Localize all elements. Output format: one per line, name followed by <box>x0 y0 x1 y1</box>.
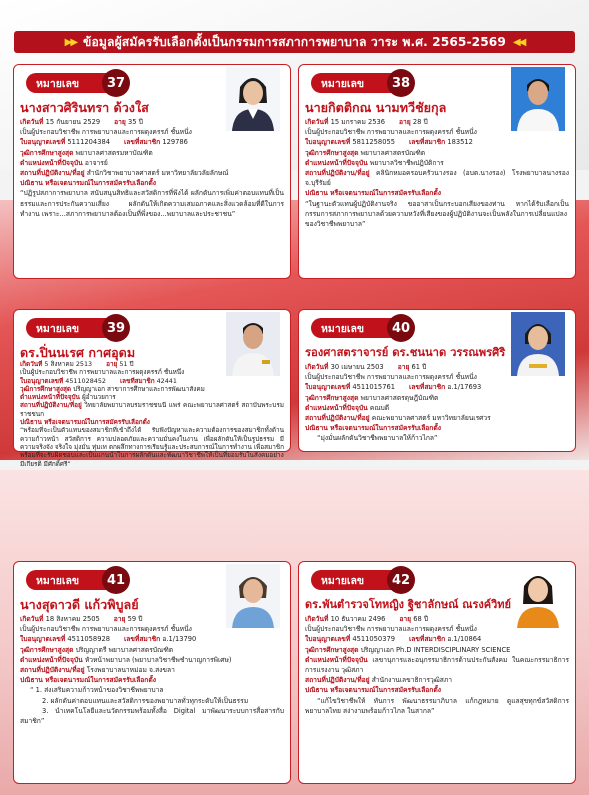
candidate-pledge: “มุ่งมั่นผลักดันวิชาชีพพยาบาลให้ก้าวไกล” <box>317 434 438 443</box>
candidate-name: รองศาสตราจารย์ ดร.ชนนาด วรรณพรศิริ <box>305 346 506 359</box>
number-badge: หมายเลข <box>26 73 122 93</box>
candidate-details: เกิดวันที่ 5 สิงหาคม 2513 อายุ 51 ปี เป็นผู้ประกอบวิชาชีพ การพยาบาลและการผดุงครรภ์ ชั้นหนึ่ง ใบอนุญาตเลขที่ 4511028452 เลขที่สมาชิก 42441 วุฒิการศึกษาสูงสุด ปริญญาเอก สาขาการศึกษาและการพัฒนาสังคม ตำแหน่งหน้าที่ปัจจุบัน ผู้อำนวยการ สถานที่ปฏิบัติงาน/ที่อยู่ วิทยาลัยพยาบาลบรมราชชนนี แพร่ คณะพยาบาลศาสตร์ สถาบันพระบรมราชชนก ปณิธาน หรือเจตนารมณ์ในการสมัครรับเลือกตั้ง “พร้อมที่จะเป็นตัวแทนของสมาชิกที่เข้าถึงได้ รับฟังปัญหาและความต้องการของสมาชิกทั้งด้านความก้าวหน้า สวัสดิการ ความปลอดภัยและความมั่นคงในงาน เพื่อผลักดันให้เป็นรูปธรรม มีความจริงจัง จริงใจ มุ่งมั่น ทุ่มเท ตกผลึกทางการเรียนรู้และประสบการณ์ในการทำงาน เพื่อสมาชิก พร้อมที่จะรับผิดชอบและเป็นแกนนำในการผลักดันและพัฒนาวิชาชีพให้เป็นที่ยอมรับในสังคมอย่างมีเกียรติ มีศักดิ์ศรี” <box>20 360 284 468</box>
arrow-left-icon: ◀◀ <box>512 36 525 48</box>
candidate-details: เกิดวันที่ 18 สิงหาคม 2505 อายุ 59 ปี เป็นผู้ประกอบวิชาชีพ การพยาบาลและการผดุงครรภ์ ชั้นหนึ่ง ใบอนุญาตเลขที่ 4511058928 เลขที่สมาชิก อ.1/13790 วุฒิการศึกษาสูงสุด ปริญญาตรี พยาบาลศาสตรบัณฑิต ตำแหน่งหน้าที่ปัจจุบัน หัวหน้าพยาบาล (พยาบาลวิชาชีพชำนาญการพิเศษ) สถานที่ปฏิบัติงาน/ที่อยู่ โรงพยาบาลนาหม่อม จ.สงขลา ปณิธาน หรือเจตนารมณ์ในการสมัครรับเลือกตั้ง “ 1. ส่งเสริมความก้าวหน้าของวิชาชีพพยาบาล 2. ผลักดันค่าตอบแทนและสวัสดิการของพยาบาลทั่วทุกระดับให้เป็นธรรม 3. นำเทคโนโลยีและนวัตกรรมพร้อมทั้งสื่อ Digital มาพัฒนาระบบการสื่อสารกับสมาชิก” <box>20 615 284 726</box>
candidate-number: 37 <box>102 69 130 97</box>
candidate-card-42 <box>298 561 576 784</box>
candidate-number: 41 <box>102 566 130 594</box>
candidate-name: นายกิตติกณ นามทวีชัยกุล <box>305 100 447 115</box>
candidate-number: 40 <box>387 314 415 342</box>
candidate-card-40 <box>298 309 576 452</box>
candidate-details: เกิดวันที่ 15 มกราคม 2536 อายุ 28 ปี เป็นผู้ประกอบวิชาชีพ การพยาบาลและการผดุงครรภ์ ชั้นหนึ่ง ใบอนุญาตเลขที่ 5811258055 เลขที่สมาชิก 183512 วุฒิการศึกษาสูงสุด พยาบาลศาสตรบัณฑิต ตำแหน่งหน้าที่ปัจจุบัน พยาบาลวิชาชีพปฏิบัติการ สถานที่ปฏิบัติงาน/ที่อยู่ คลินิกหมอครอบครัวนางรอง (อบต.นางรอง) โรงพยาบาลนางรอง จ.บุรีรัมย์ ปณิธาน หรือเจตนารมณ์ในการสมัครรับเลือกตั้ง “ในฐานะตัวแทนผู้ปฏิบัติงานจริง ขออาสาเป็นกระบอกเสียงของท่าน หากได้รับเลือกเป็นกรรมการสภาการพยาบาลด้วยความหวังที่เสียงของผู้ปฏิบัติงานจะเป็นพลังในการเปลี่ยนแปลงของวิชาชีพพยาบาล” <box>305 118 569 229</box>
number-badge: หมายเลข <box>26 570 122 590</box>
candidate-card-41 <box>13 561 291 784</box>
page-title-bar <box>14 31 575 53</box>
arrow-right-icon: ▶▶ <box>64 36 77 48</box>
candidate-number: 38 <box>387 69 415 97</box>
candidate-details: เกิดวันที่ 15 กันยายน 2529 อายุ 35 ปี เป็นผู้ประกอบวิชาชีพ การพยาบาลและการผดุงครรภ์ ชั้นหนึ่ง ใบอนุญาตเลขที่ 5111204384 เลขที่สมาชิก 129786 วุฒิการศึกษาสูงสุด พยาบาลศาสตรมหาบัณฑิต ตำแหน่งหน้าที่ปัจจุบัน อาจารย์ สถานที่ปฏิบัติงาน/ที่อยู่ สำนักวิชาพยาบาลศาสตร์ มหาวิทยาลัยวลัยลักษณ์ ปณิธาน หรือเจตนารมณ์ในการสมัครรับเลือกตั้ง “ปฏิรูปสภาการพยาบาล สนับสนุนสิทธิและสวัสดิการที่พึงได้ ผลักดันการเพิ่มค่าตอบแทนที่เป็นธรรมและการประกันความเสี่ยง ผลักดันให้เกิดความเสมอภาคและสิ่งแวดล้อมที่ดีในการทำงาน เพราะ...สภาการพยาบาลต้องเป็นที่พึ่งของ...พยาบาลและประชาชน” <box>20 118 284 218</box>
candidate-pledge: “พร้อมที่จะเป็นตัวแทนของสมาชิกที่เข้าถึงได้ รับฟังปัญหาและความต้องการของสมาชิกทั้งด้านความก้าวหน้า สวัสดิการ ความปลอดภัยและความมั่นคงในงาน เพื่อผลักดันให้เป็นรูปธรรม มีความจริงจัง จริงใจ มุ่งมั่น ทุ่มเท ตกผลึกทางการเรียนรู้และประสบการณ์ในการทำงาน เพื่อสมาชิก พร้อมที่จะรับผิดชอบและเป็นแกนนำในการผลักดันและพัฒนาวิชาชีพให้เป็นที่ยอมรับในสังคมอย่างมีเกียรติ มีศักดิ์ศรี” <box>20 426 284 468</box>
candidate-name: นางสุดาวดี แก้วพิบูลย์ <box>20 597 139 612</box>
candidate-details: เกิดวันที่ 30 เมษายน 2503 อายุ 61 ปี เป็นผู้ประกอบวิชาชีพ การพยาบาลและการผดุงครรภ์ ชั้นหนึ่ง ใบอนุญาตเลขที่ 4511015761 เลขที่สมาชิก อ.1/17693 วุฒิการศึกษาสูงสุด พยาบาลศาสตรดุษฎีบัณฑิต ตำแหน่งหน้าที่ปัจจุบัน คณบดี สถานที่ปฏิบัติงาน/ที่อยู่ คณะพยาบาลศาสตร์ มหาวิทยาลัยนเรศวร ปณิธาน หรือเจตนารมณ์ในการสมัครรับเลือกตั้ง “มุ่งมั่นผลักดันวิชาชีพพยาบาลให้ก้าวไกล” <box>305 362 569 444</box>
candidate-card-39 <box>13 309 291 468</box>
candidate-number: 42 <box>387 566 415 594</box>
candidate-name: ดร.พันตำรวจโทหญิง ฐิชาลักษณ์ ณรงค์วิทย์ <box>305 598 511 611</box>
number-badge: หมายเลข <box>311 318 407 338</box>
candidate-pledge: “แก้ไขวิชาชีพให้ ทันการ พัฒนาธรรมาภิบาล แก้กฎหมาย ดูแลสุขทุกข์สวัสดิการ พยาบาลไทย สง่างามพร้อมก้าวไกล ในสากล” <box>305 696 569 715</box>
number-badge: หมายเลข <box>26 318 122 338</box>
candidate-card-37 <box>13 64 291 279</box>
candidate-name: ดร.ปิ่นนเรศ กาศอุดม <box>20 345 136 360</box>
page-title: ข้อมูลผู้สมัครรับเลือกตั้งเป็นกรรมการสภาการพยาบาล วาระ พ.ศ. 2565-2569 <box>83 34 506 49</box>
candidate-pledge: “ปฏิรูปสภาการพยาบาล สนับสนุนสิทธิและสวัสดิการที่พึงได้ ผลักดันการเพิ่มค่าตอบแทนที่เป็นธรรมและการประกันความเสี่ยง ผลักดันให้เกิดความเสมอภาคและสิ่งแวดล้อมที่ดีในการทำงาน เพราะ...สภาการพยาบาลต้องเป็นที่พึ่งของ...พยาบาลและประชาชน” <box>20 189 284 218</box>
candidate-details: เกิดวันที่ 10 ธันวาคม 2496 อายุ 68 ปี เป็นผู้ประกอบวิชาชีพ การพยาบาลและการผดุงครรภ์ ชั้นหนึ่ง ใบอนุญาตเลขที่ 4511050379 เลขที่สมาชิก อ.1/10864 วุฒิการศึกษาสูงสุด ปริญญาเอก Ph.D INTERDISCIPLINARY SCIENCE ตำแหน่งหน้าที่ปัจจุบัน เลขานุการและอนุกรรมาธิการด้านประกันสังคม ในคณะกรรมาธิการการแรงงาน วุฒิสภา สถานที่ปฏิบัติงาน/ที่อยู่ สำนักงานเลขาธิการวุฒิสภา ปณิธาน หรือเจตนารมณ์ในการสมัครรับเลือกตั้ง “แก้ไขวิชาชีพให้ ทันการ พัฒนาธรรมาภิบาล แก้กฎหมาย ดูแลสุขทุกข์สวัสดิการ พยาบาลไทย สง่างามพร้อมก้าวไกล ในสากล” <box>305 615 569 715</box>
candidate-card-38 <box>298 64 576 279</box>
candidate-number: 39 <box>102 314 130 342</box>
number-badge: หมายเลข <box>311 570 407 590</box>
candidate-pledge-line: 2. ผลักดันค่าตอบแทนและสวัสดิการของพยาบาลทั่วทุกระดับให้เป็นธรรม <box>42 696 249 705</box>
number-badge: หมายเลข <box>311 73 407 93</box>
candidate-pledge: “ในฐานะตัวแทนผู้ปฏิบัติงานจริง ขออาสาเป็นกระบอกเสียงของท่าน หากได้รับเลือกเป็นกรรมการสภาการพยาบาลด้วยความหวังที่เสียงของผู้ปฏิบัติงานจะเป็นพลังในการเปลี่ยนแปลงของวิชาชีพพยาบาล” <box>305 199 569 229</box>
candidate-name: นางสาวศิรินทรา ด้วงใส <box>20 100 149 115</box>
candidate-pledge-line: “ 1. ส่งเสริมความก้าวหน้าของวิชาชีพพยาบาล <box>30 686 164 695</box>
candidate-pledge-line: 3. นำเทคโนโลยีและนวัตกรรมพร้อมทั้งสื่อ Digital มาพัฒนาระบบการสื่อสารกับสมาชิก” <box>20 706 284 726</box>
